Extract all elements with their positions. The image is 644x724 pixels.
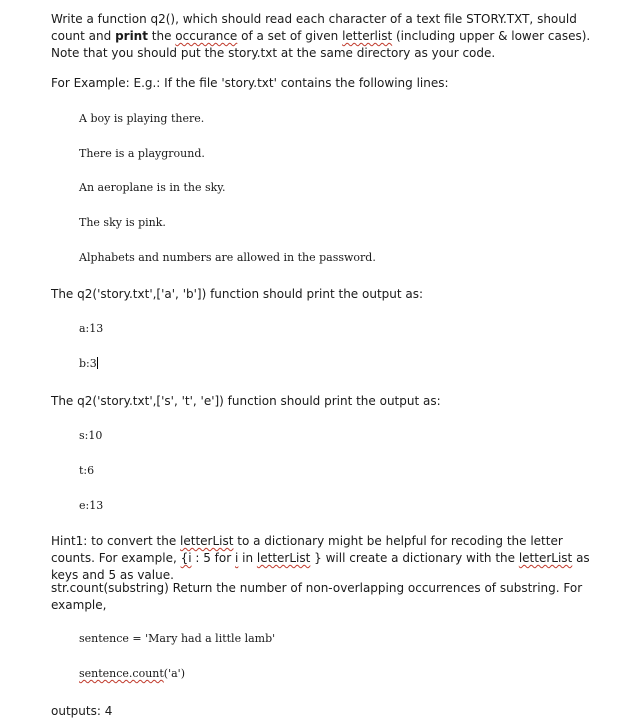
hint1-text-d: in — [238, 551, 257, 565]
hint1-text-b: to a dictionary might be helpful for recoding the letter counts. For example, — [51, 534, 563, 565]
example-code-call — [79, 666, 185, 681]
output-line: a:13 — [79, 322, 104, 335]
story-line: The sky is pink. — [79, 216, 166, 229]
story-line: Alphabets and numbers are allowed in the password. — [79, 251, 376, 264]
hint1-paragraph — [51, 533, 591, 584]
story-line: An aeroplane is in the sky. — [79, 181, 226, 194]
misspelled-sentence-count: sentence.count — [79, 667, 164, 680]
misspelled-i: i — [235, 551, 239, 565]
example-code-args: ('a') — [163, 667, 185, 680]
hint2-code: str.count — [51, 581, 104, 595]
intro-bold-print: print — [115, 29, 148, 43]
output-line — [79, 356, 98, 371]
example-intro: For Example: E.g.: If the file 'story.txt' contains the following lines: — [51, 76, 449, 90]
hint1-text-f: as keys and 5 as value. — [51, 551, 590, 582]
intro-text-4: (including upper & lower cases). Note that you should put the story.txt at the same directory as your code. — [51, 29, 591, 60]
intro-text-3: of a set of given — [237, 29, 343, 43]
hint2-paragraph — [51, 580, 591, 614]
story-line: There is a playground. — [79, 147, 205, 160]
hint2-text: (substring) Return the number of non-overlapping occurrences of substring. For example, — [51, 581, 583, 612]
misspelled-letterlist: letterList — [180, 534, 234, 548]
output-line-text: b:3 — [79, 357, 97, 370]
misspelled-letterlist: letterList — [518, 551, 573, 565]
hint1-text-a: Hint1: to convert the — [51, 534, 181, 548]
output-line: t:6 — [79, 464, 95, 477]
output-line: e:13 — [79, 499, 104, 512]
function-call-1: The q2('story.txt',['a', 'b']) function should print the output as: — [51, 287, 424, 301]
misspelled-letterlist: letterlist — [342, 29, 393, 43]
outputs-line: outputs: 4 — [51, 704, 113, 718]
hint1-text-c: : 5 for — [191, 551, 235, 565]
intro-paragraph — [51, 11, 591, 62]
misspelled-occurance: occurance — [175, 29, 238, 43]
output-line: s:10 — [79, 429, 103, 442]
function-call-2: The q2('story.txt',['s', 't', 'e']) function should print the output as: — [51, 394, 441, 408]
example-code-line: sentence = 'Mary had a little lamb' — [79, 632, 276, 645]
text-cursor — [97, 357, 98, 369]
hint1-text-e: } will create a dictionary with the — [310, 551, 519, 565]
misspelled-letterlist: letterList — [256, 551, 311, 565]
misspelled-brace: {i — [180, 551, 192, 565]
intro-text-2: the — [147, 29, 176, 43]
intro-text-1: Write a function q2(), which should read each character of a text file STORY.TXT, should count and — [51, 12, 577, 43]
story-line: A boy is playing there. — [79, 112, 205, 125]
